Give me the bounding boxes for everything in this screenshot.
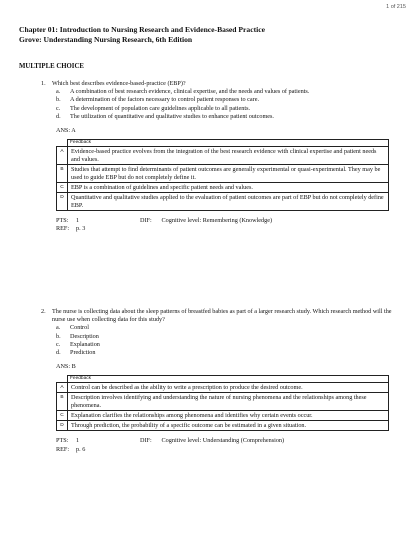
option-d [52, 349, 392, 357]
feedback-text: Control can be described as the ability to write a prescription to produce the desired outcome. [68, 383, 389, 393]
option-a [52, 324, 392, 332]
feedback-text: Quantitative and qualitative studies applied to the evaluation of patient outcomes are part of EBP but do not completely define EBP. [68, 193, 389, 211]
feedback-row [57, 411, 389, 421]
option-letter: a. [56, 324, 61, 332]
dif-label: DIF: [140, 437, 152, 445]
feedback-row [57, 183, 389, 193]
page-number: 1 of 215 [386, 4, 406, 10]
feedback-text: Evidence-based practice evolves from the integration of the best research evidence with clinical expertise and patient needs and values. [68, 147, 389, 165]
feedback-letter: B [57, 165, 68, 183]
feedback-letter: B [57, 393, 68, 411]
option-a [52, 88, 392, 96]
pts-label: PTS: [56, 217, 69, 225]
feedback-text: Through prediction, the probability of a specific outcome can be estimated in a given situation. [68, 421, 389, 431]
book-title: Grove: Understanding Nursing Research, 6th Edition [19, 34, 193, 44]
option-b [52, 96, 392, 104]
option-letter: d. [56, 112, 61, 120]
section-title: MULTIPLE CHOICE [19, 63, 84, 70]
ref-label: REF: [56, 445, 70, 453]
option-letter: b. [56, 96, 61, 104]
feedback-row [57, 165, 389, 183]
feedback-letter: A [57, 147, 68, 165]
answer-key: ANS: A [56, 127, 76, 135]
feedback-row [57, 393, 389, 411]
dif-value: Cognitive level: Remembering (Knowledge) [161, 217, 273, 225]
pts-value: 1 [76, 437, 80, 445]
question-metadata [56, 217, 392, 233]
feedback-text: Explanation clarifies the relationships among phenomena and identifies why certain events occur. [68, 411, 389, 421]
option-text: A determination of the factors necessary to control patient responses to care. [70, 96, 259, 104]
answer-key: ANS: B [56, 363, 76, 371]
question-stem [41, 308, 392, 324]
feedback-text: EBP is a combination of guidelines and specific patient needs and values. [68, 183, 389, 193]
question-number: 2. [41, 308, 46, 315]
feedback-table [56, 375, 389, 431]
feedback-text: Description involves identifying and understanding the nature of nursing phenomena and the relationships among these phenomena. [68, 393, 389, 411]
ref-value: p. 3 [76, 225, 86, 233]
feedback-letter: C [57, 183, 68, 193]
feedback-table [56, 139, 389, 211]
option-text: A combination of best research evidence, clinical expertise, and the needs and values of patients. [70, 88, 310, 96]
feedback-row [57, 383, 389, 393]
question-stem [41, 80, 392, 88]
question-text: The nurse is collecting data about the sleep patterns of breastfed babies as part of a larger research study. Which research method will the nurse use when collecting data for this study? [52, 308, 392, 324]
question-metadata [56, 437, 392, 453]
feedback-letter: A [57, 383, 68, 393]
option-letter: d. [56, 349, 61, 357]
feedback-letter: D [57, 421, 68, 431]
option-c [52, 341, 392, 349]
pts-value: 1 [76, 217, 80, 225]
option-b [52, 333, 392, 341]
option-text: The utilization of quantitative and qualitative studies to enhance patient outcomes. [70, 112, 274, 120]
feedback-letter: C [57, 411, 68, 421]
option-text: Explanation [70, 340, 100, 348]
option-letter: b. [56, 332, 61, 340]
option-d [52, 113, 392, 121]
question-2 [41, 308, 392, 454]
dif-value: Cognitive level: Understanding (Comprehension) [161, 437, 285, 445]
feedback-header-row [57, 140, 389, 147]
feedback-row [57, 193, 389, 211]
question-1 [41, 80, 392, 234]
option-c [52, 105, 392, 113]
ref-label: REF: [56, 225, 70, 233]
feedback-text: Studies that attempt to find determinants of patient outcomes are generally experimental or quasi-experimental. They may be used to guide EBP but do not completely define it. [68, 165, 389, 183]
option-text: Control [70, 324, 89, 332]
feedback-row [57, 147, 389, 165]
pts-label: PTS: [56, 437, 69, 445]
feedback-letter: D [57, 193, 68, 211]
document-header [19, 25, 404, 44]
feedback-row [57, 421, 389, 431]
question-text: Which best describes evidence-based-practice (EBP)? [52, 80, 186, 87]
option-letter: c. [56, 104, 61, 112]
ref-value: p. 6 [76, 445, 86, 453]
feedback-header-row [57, 376, 389, 383]
feedback-header: Feedback [68, 140, 389, 147]
feedback-header: Feedback [68, 376, 389, 383]
option-letter: c. [56, 340, 61, 348]
option-text: Description [70, 332, 99, 340]
option-text: Prediction [70, 349, 96, 357]
question-number: 1. [41, 80, 46, 87]
chapter-title: Chapter 01: Introduction to Nursing Research and Evidence-Based Practice [19, 25, 265, 34]
option-text: The development of population care guidelines applicable to all patients. [70, 104, 251, 112]
dif-label: DIF: [140, 217, 152, 225]
option-letter: a. [56, 88, 61, 96]
